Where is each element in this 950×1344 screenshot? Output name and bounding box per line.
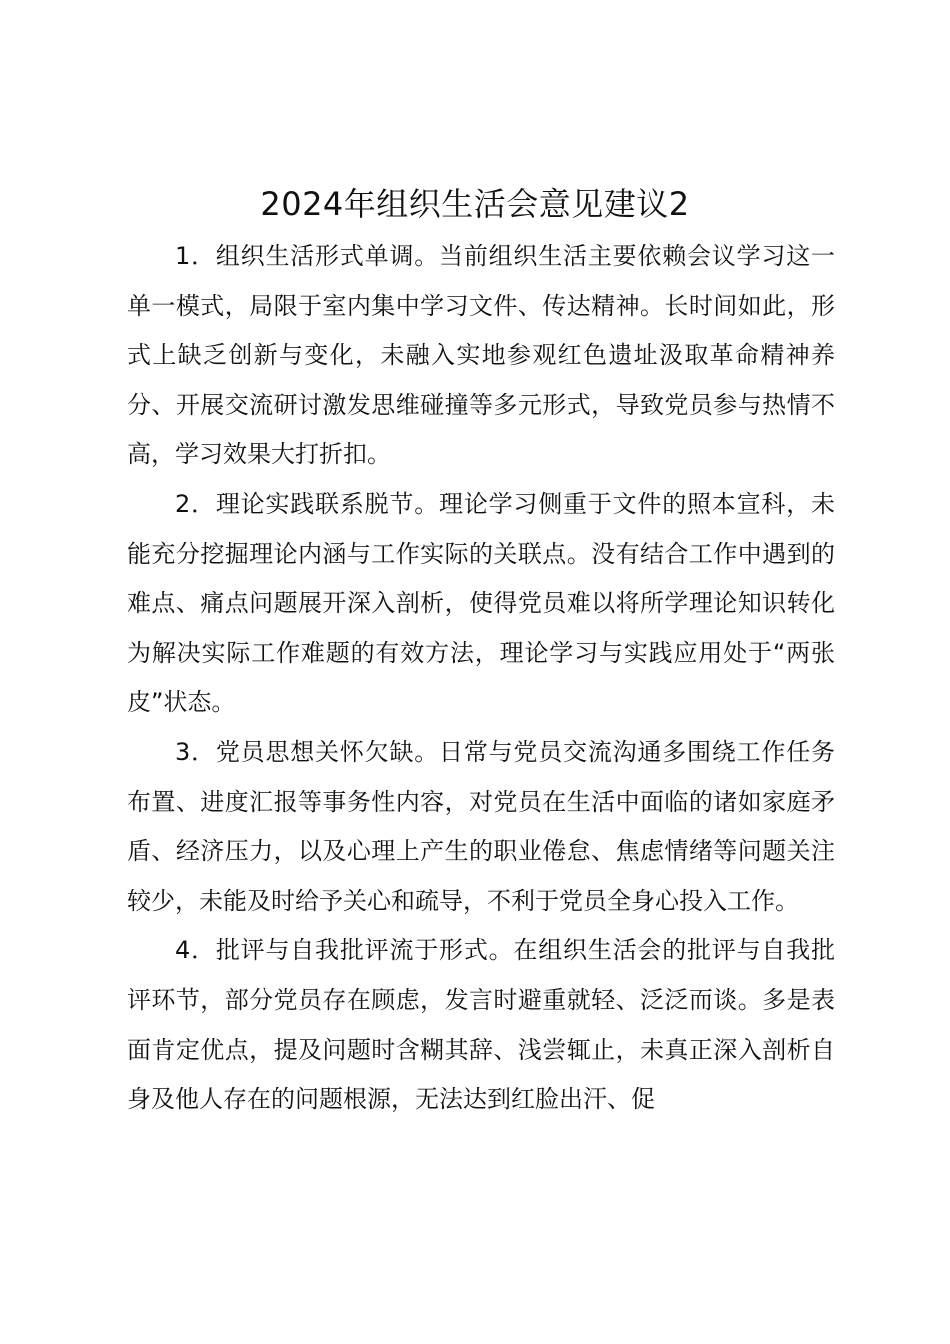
paragraph-4: 4．批评与自我批评流于形式。在组织生活会的批评与自我批评环节，部分党员存在顾虑，发言时避重就轻、泛泛而谈。多是表面肯定优点，提及问题时含糊其辞、浅尝辄止，未真正深入剖析自身及他人存在的问题根源，无法达到红脸出汗、促 [127, 936, 835, 1114]
document-title: 2024年组织生活会意见建议2 [260, 185, 690, 223]
document-body [127, 232, 835, 1125]
paragraph-1: 1．组织生活形式单调。当前组织生活主要依赖会议学习这一单一模式，局限于室内集中学习文件、传达精神。长时间如此，形式上缺乏创新与变化，未融入实地参观红色遗址汲取革命精神养分、开展交流研讨激发思维碰撞等多元形式，导致党员参与热情不高，学习效果大打折扣。 [127, 242, 835, 469]
paragraph-3: 3．党员思想关怀欠缺。日常与党员交流沟通多围绕工作任务布置、进度汇报等事务性内容，对党员在生活中面临的诸如家庭矛盾、经济压力，以及心理上产生的职业倦怠、焦虑情绪等问题关注较少，未能及时给予关心和疏导，不利于党员全身心投入工作。 [127, 737, 835, 915]
paragraph-2: 2．理论实践联系脱节。理论学习侧重于文件的照本宣科，未能充分挖掘理论内涵与工作实际的关联点。没有结合工作中遇到的难点、痛点问题展开深入剖析，使得党员难以将所学理论知识转化为解决实际工作难题的有效方法，理论学习与实践应用处于“两张皮”状态。 [127, 489, 835, 717]
